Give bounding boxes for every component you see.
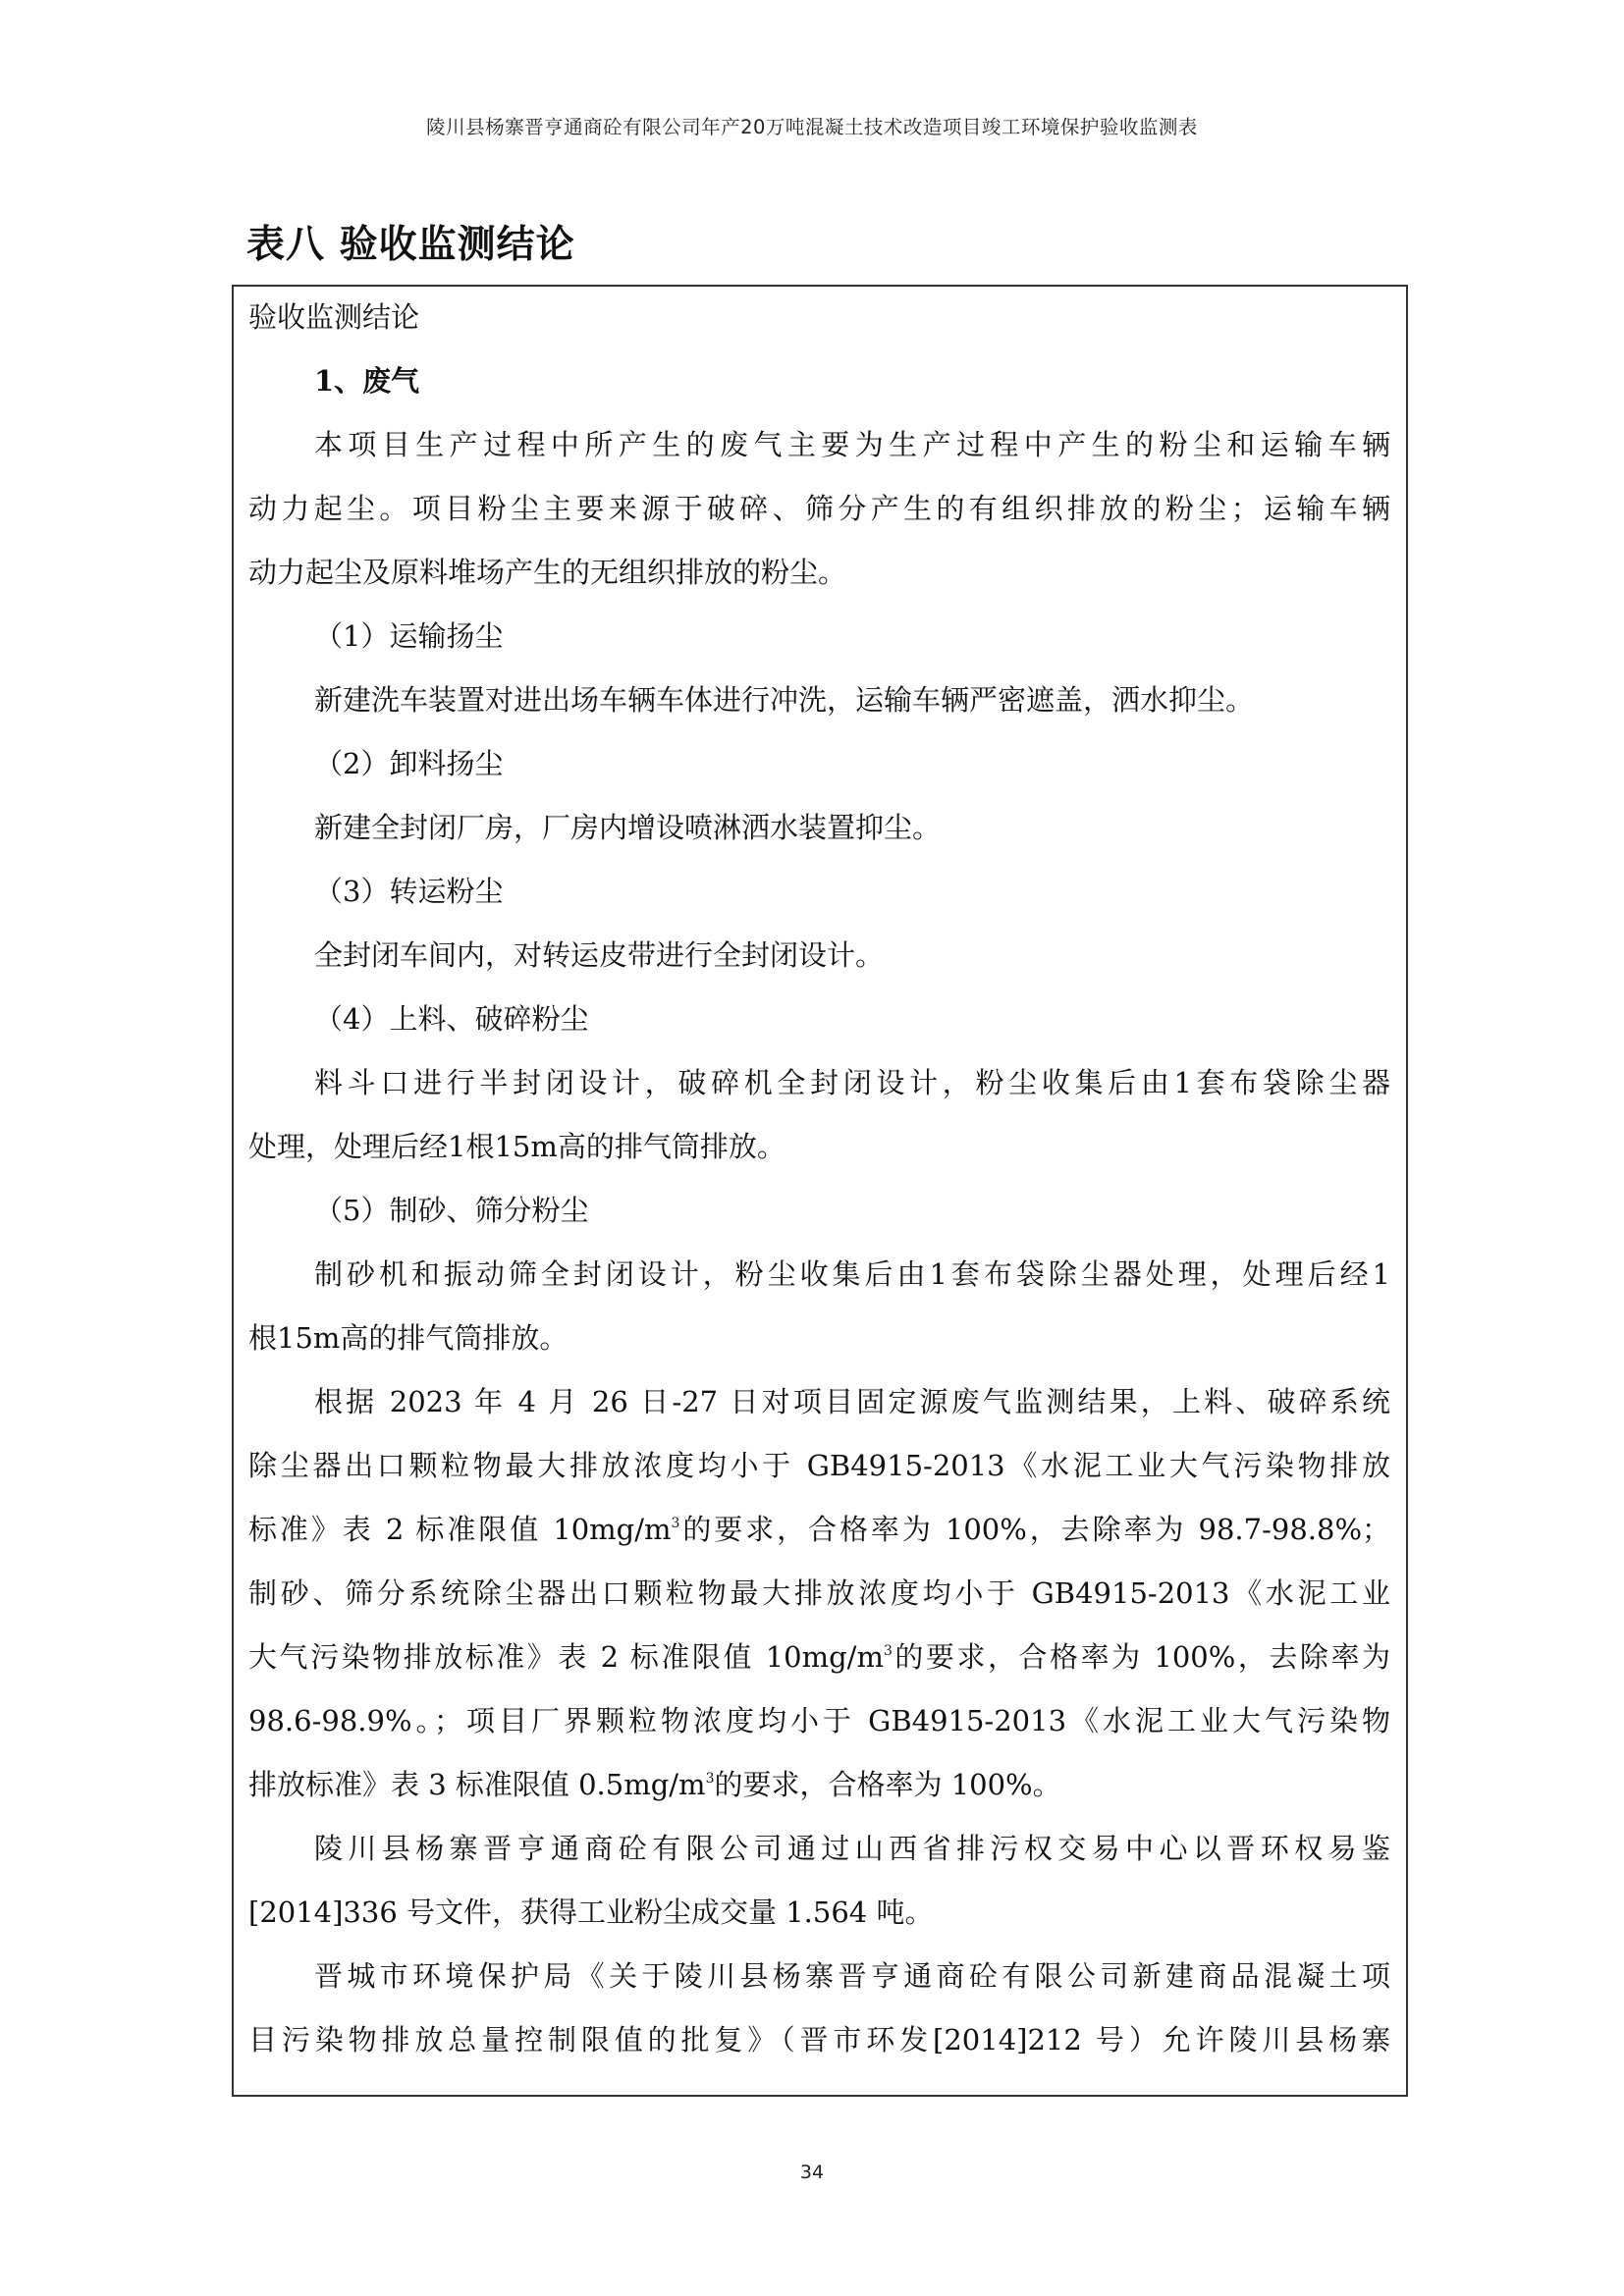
paragraph2-line5: [248, 1637, 1390, 1677]
paragraph3-line1: 陵川县杨寨晋亨通商砼有限公司通过山西省排污权交易中心以晋环权易鉴: [314, 1832, 1390, 1865]
paragraph2-line7-a: 排放标准》表 3 标准限值 0.5mg/m: [248, 1768, 706, 1801]
paragraph1-line1: 本项目生产过程中所产生的废气主要为生产过程中产生的粉尘和运输车辆: [314, 428, 1390, 461]
paragraph2-line3-a: 标准》表 2 标准限值 10mg/m: [248, 1513, 672, 1546]
paragraph3-line2: [2014]336 号文件，获得工业粉尘成交量 1.564 吨。: [248, 1896, 934, 1929]
item5-text-line2: 根15m高的排气筒排放。: [248, 1321, 568, 1355]
section-title: 表八 验收监测结论: [246, 223, 575, 267]
paragraph1-line2: 动力起尘。项目粉尘主要来源于破碎、筛分产生的有组织排放的粉尘；运输车辆: [248, 492, 1390, 525]
item4-title: （4）上料、破碎粉尘: [314, 1002, 589, 1036]
page-number: 34: [799, 2162, 825, 2183]
unit-superscript: 3: [883, 1643, 893, 1659]
page-header: 陵川县杨寨晋亨通商砼有限公司年产20万吨混凝土技术改造项目竣工环境保护验收监测表: [426, 116, 1198, 138]
item1-text: 新建洗车装置对进出场车辆车体进行冲洗，运输车辆严密遮盖，洒水抑尘。: [314, 683, 1255, 717]
item4-text-line2: 处理，处理后经1根15m高的排气筒排放。: [248, 1130, 785, 1163]
paragraph4-line2: 目污染物排放总量控制限值的批复》（晋市环发[2014]212 号）允许陵川县杨寨: [248, 2023, 1390, 2056]
paragraph2-line7-b: 的要求，合格率为 100%。: [714, 1768, 1061, 1801]
paragraph2-line1: 根据 2023 年 4 月 26 日-27 日对项目固定源废气监测结果，上料、破碎系统: [314, 1385, 1390, 1418]
cell-heading: 验收监测结论: [248, 300, 420, 334]
item2-title: （2）卸料扬尘: [314, 747, 504, 780]
item4-text-line1: 料斗口进行半封闭设计，破碎机全封闭设计，粉尘收集后由1套布袋除尘器: [314, 1066, 1390, 1099]
item5-text-line1: 制砂机和振动筛全封闭设计，粉尘收集后由1套布袋除尘器处理，处理后经1: [314, 1257, 1390, 1291]
item1-title: （1）运输扬尘: [314, 619, 504, 653]
paragraph2-line3-b: 的要求，合格率为 100%，去除率为 98.7-98.8%；: [679, 1513, 1390, 1546]
unit-superscript: 3: [705, 1771, 715, 1787]
item3-title: （3）转运粉尘: [314, 875, 504, 908]
item3-text: 全封闭车间内，对转运皮带进行全封闭设计。: [314, 938, 885, 972]
paragraph1-line3: 动力起尘及原料堆场产生的无组织排放的粉尘。: [248, 556, 847, 589]
subheading-waste-gas: 1、废气: [314, 364, 420, 398]
item2-text: 新建全封闭厂房，厂房内增设喷淋洒水装置抑尘。: [314, 811, 942, 844]
paragraph2-line5-a: 大气污染物排放标准》表 2 标准限值 10mg/m: [248, 1640, 884, 1674]
unit-superscript: 3: [671, 1516, 680, 1531]
paragraph2-line6: 98.6-98.9%。；项目厂界颗粒物浓度均小于 GB4915-2013《水泥工业大气污染物: [248, 1704, 1390, 1737]
paragraph2-line2: 除尘器出口颗粒物最大排放浓度均小于 GB4915-2013《水泥工业大气污染物排放: [248, 1449, 1390, 1482]
paragraph2-line3: [248, 1510, 1390, 1549]
paragraph2-line5-b: 的要求，合格率为 100%，去除率为: [892, 1640, 1390, 1674]
paragraph2-line4: 制砂、筛分系统除尘器出口颗粒物最大排放浓度均小于 GB4915-2013《水泥工业: [248, 1576, 1390, 1610]
item5-title: （5）制砂、筛分粉尘: [314, 1194, 589, 1227]
paragraph2-line7: [248, 1765, 1061, 1804]
paragraph4-line1: 晋城市环境保护局《关于陵川县杨寨晋亨通商砼有限公司新建商品混凝土项: [314, 1959, 1390, 1993]
